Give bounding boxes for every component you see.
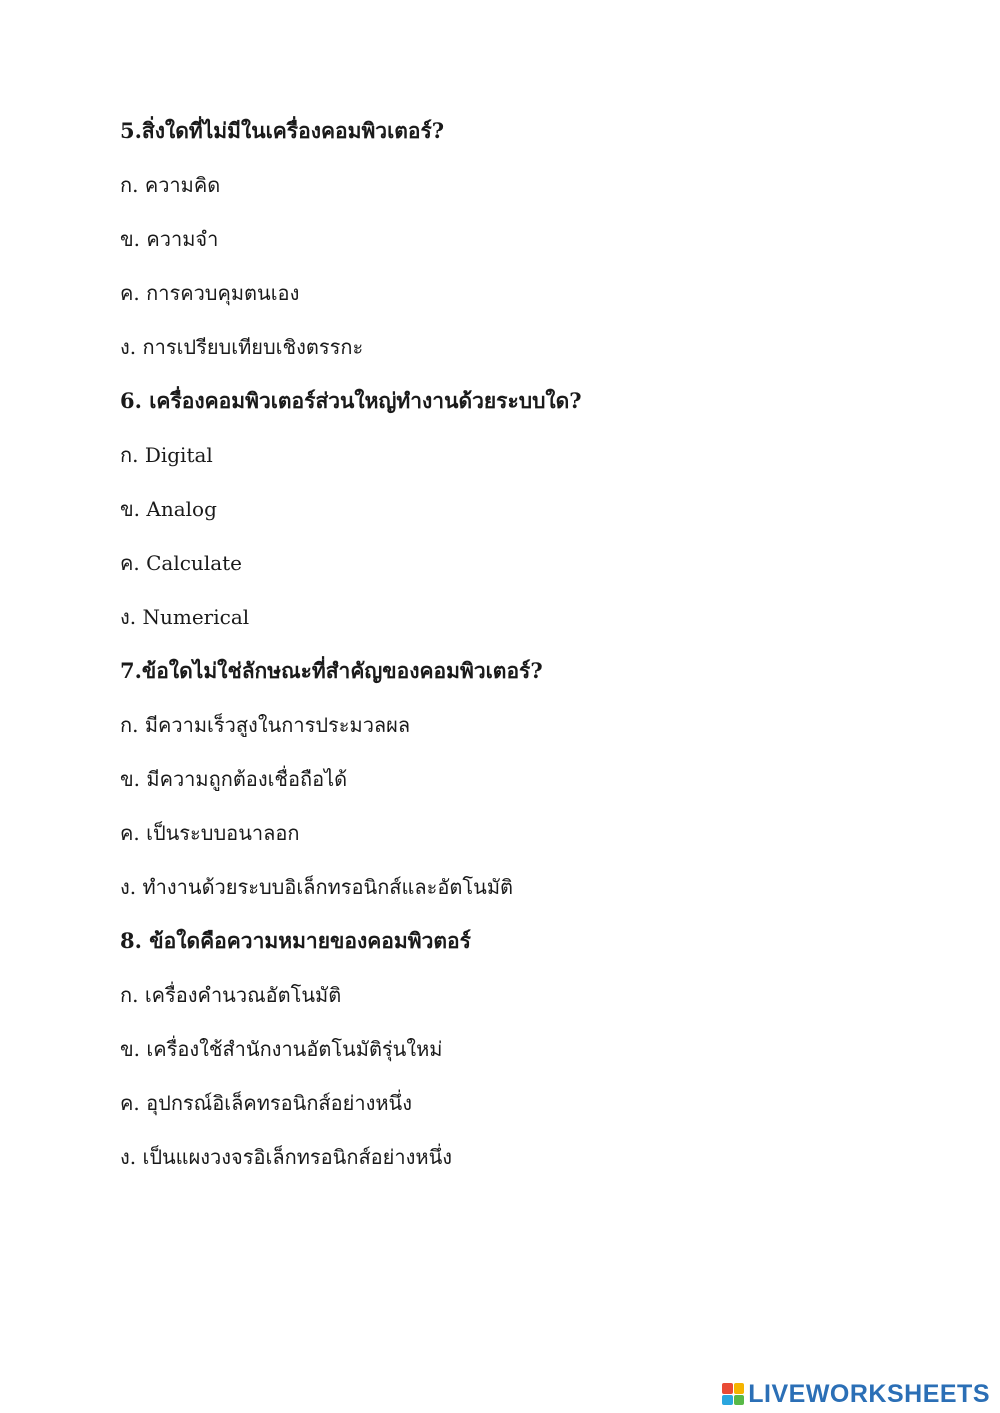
- choice-c: [120, 820, 940, 846]
- choice-a: [120, 442, 940, 468]
- choice-text: Digital: [138, 443, 213, 467]
- choice-letter: ค.: [120, 281, 140, 305]
- choice-text: Calculate: [139, 551, 243, 575]
- choice-text: การควบคุมตนเอง: [139, 281, 300, 305]
- choice-text: อุปกรณ์อิเล็คทรอนิกส์อย่างหนึ่ง: [139, 1091, 412, 1115]
- choice-text: Numerical: [136, 605, 250, 629]
- choice-b: [120, 496, 940, 522]
- choice-letter: ค.: [120, 1091, 140, 1115]
- choice-letter: ง.: [120, 875, 137, 899]
- worksheet: [120, 118, 940, 1198]
- choice-a: [120, 172, 940, 198]
- choice-a: [120, 712, 940, 738]
- question-title: 8. ข้อใดคือความหมายของคอมพิวตอร์: [120, 928, 471, 953]
- choice-letter: ง.: [120, 1145, 137, 1169]
- question-6: [120, 388, 940, 630]
- choice-d: [120, 1144, 940, 1170]
- choice-text: มีความถูกต้องเชื่อถือได้: [140, 767, 348, 791]
- choice-letter: ง.: [120, 335, 137, 359]
- choice-text: เครื่องคำนวณอัตโนมัติ: [138, 983, 342, 1007]
- choice-b: [120, 226, 940, 252]
- choice-c: [120, 1090, 940, 1116]
- choice-b: [120, 1036, 940, 1062]
- choice-c: [120, 550, 940, 576]
- choice-text: ความจำ: [140, 227, 219, 251]
- choice-text: Analog: [140, 497, 217, 521]
- choice-text: เป็นระบบอนาลอก: [139, 821, 300, 845]
- choice-a: [120, 982, 940, 1008]
- choice-letter: ก.: [120, 173, 139, 197]
- choice-c: [120, 280, 940, 306]
- question-title: 6. เครื่องคอมพิวเตอร์ส่วนใหญ่ทำงานด้วยระบบใด?: [120, 388, 582, 413]
- choice-letter: ก.: [120, 713, 139, 737]
- choice-letter: ข.: [120, 497, 141, 521]
- choice-letter: ก.: [120, 443, 139, 467]
- question-title: 7.ข้อใดไม่ใช่ลักษณะที่สำคัญของคอมพิวเตอร์?: [120, 658, 543, 683]
- choice-letter: ข.: [120, 1037, 141, 1061]
- choice-d: [120, 874, 940, 900]
- question-7: [120, 658, 940, 900]
- brand-name: LIVEWORKSHEETS: [748, 1379, 990, 1408]
- choice-text: มีความเร็วสูงในการประมวลผล: [138, 713, 411, 737]
- choice-text: เป็นแผงวงจรอิเล็กทรอนิกส์อย่างหนึ่ง: [136, 1145, 453, 1169]
- choice-letter: ข.: [120, 227, 141, 251]
- choice-text: ความคิด: [138, 173, 221, 197]
- liveworksheets-logo-icon: [722, 1383, 744, 1405]
- choice-text: ทำงานด้วยระบบอิเล็กทรอนิกส์และอัตโนมัติ: [136, 875, 513, 899]
- choice-letter: ง.: [120, 605, 137, 629]
- choice-text: เครื่องใช้สำนักงานอัตโนมัติรุ่นใหม่: [140, 1037, 443, 1061]
- question-5: [120, 118, 940, 360]
- question-title: 5.สิ่งใดที่ไม่มีในเครื่องคอมพิวเตอร์?: [120, 118, 445, 143]
- choice-d: [120, 334, 940, 360]
- question-8: [120, 928, 940, 1170]
- choice-letter: ก.: [120, 983, 139, 1007]
- choice-letter: ค.: [120, 821, 140, 845]
- choice-text: การเปรียบเทียบเชิงตรรกะ: [136, 335, 364, 359]
- choice-b: [120, 766, 940, 792]
- choice-d: [120, 604, 940, 630]
- brand-watermark: [722, 1381, 990, 1407]
- choice-letter: ค.: [120, 551, 140, 575]
- choice-letter: ข.: [120, 767, 141, 791]
